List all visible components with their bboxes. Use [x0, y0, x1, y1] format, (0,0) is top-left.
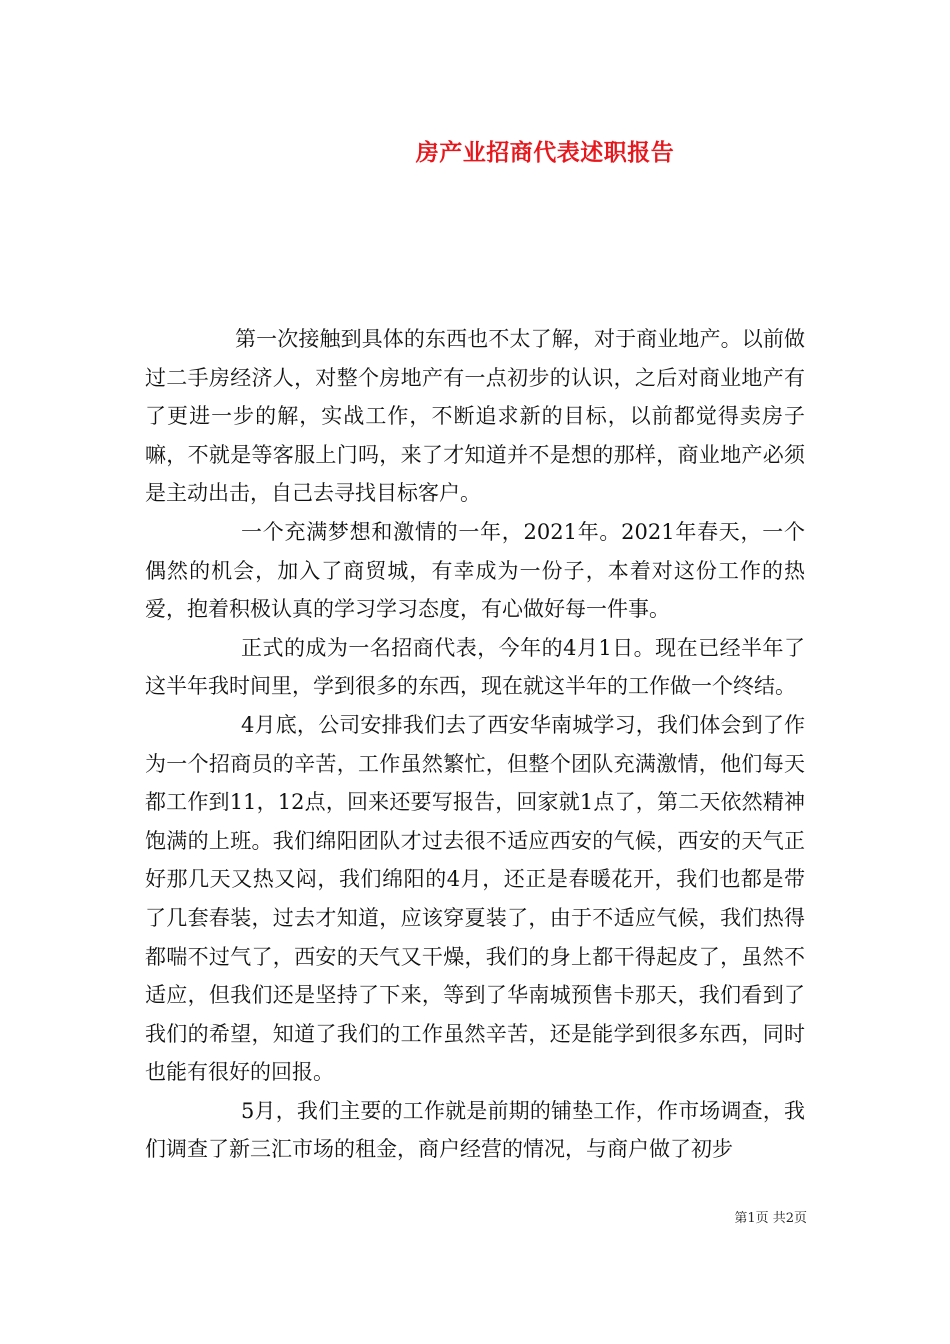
paragraph: 一个充满梦想和激情的一年，2021年。2021年春天，一个偶然的机会，加入了商贸城，有幸成为一份子，本着对这份工作的热爱，抱着积极认真的学习学习态度，有心做好每一件事。 — [145, 519, 805, 622]
paragraph: 正式的成为一名招商代表，今年的4月1日。现在已经半年了这半年我时间里，学到很多的东西，现在就这半年的工作做一个终结。 — [145, 635, 805, 699]
paragraph: 5月，我们主要的工作就是前期的铺垫工作，作市场调查，我们调查了新三汇市场的租金，商户经营的情况，与商户做了初步 — [145, 1098, 805, 1162]
document-body — [145, 320, 805, 1169]
paragraph: 第一次接触到具体的东西也不太了解，对于商业地产。以前做过二手房经济人，对整个房地产有一点初步的认识，之后对商业地产有了更进一步的解，实战工作，不断追求新的目标，以前都觉得卖房子嘛，不就是等客服上门吗，来了才知道并不是想的那样，商业地产必须是主动出击，自己去寻找目标客户。 — [145, 327, 805, 506]
page-footer: 第1页 共2页 — [734, 1211, 807, 1226]
paragraph: 4月底，公司安排我们去了西安华南城学习，我们体会到了作为一个招商员的辛苦，工作虽然繁忙，但整个团队充满激情，他们每天都工作到11，12点，回来还要写报告，回家就1点了，第二天依然精神饱满的上班。我们绵阳团队才过去很不适应西安的气候，西安的天气正好那几天又热又闷，我们绵阳的4月，还正是春暖花开，我们也都是带了几套春装，过去才知道，应该穿夏装了，由于不适应气候，我们热得都喘不过气了，西安的天气又干燥，我们的身上都干得起皮了，虽然不适应，但我们还是坚持了下来，等到了华南城预售卡那天，我们看到了我们的希望，知道了我们的工作虽然辛苦，还是能学到很多东西，同时也能有很好的回报。 — [145, 712, 805, 1085]
page-title: 房产业招商代表述职报告 — [415, 139, 675, 166]
